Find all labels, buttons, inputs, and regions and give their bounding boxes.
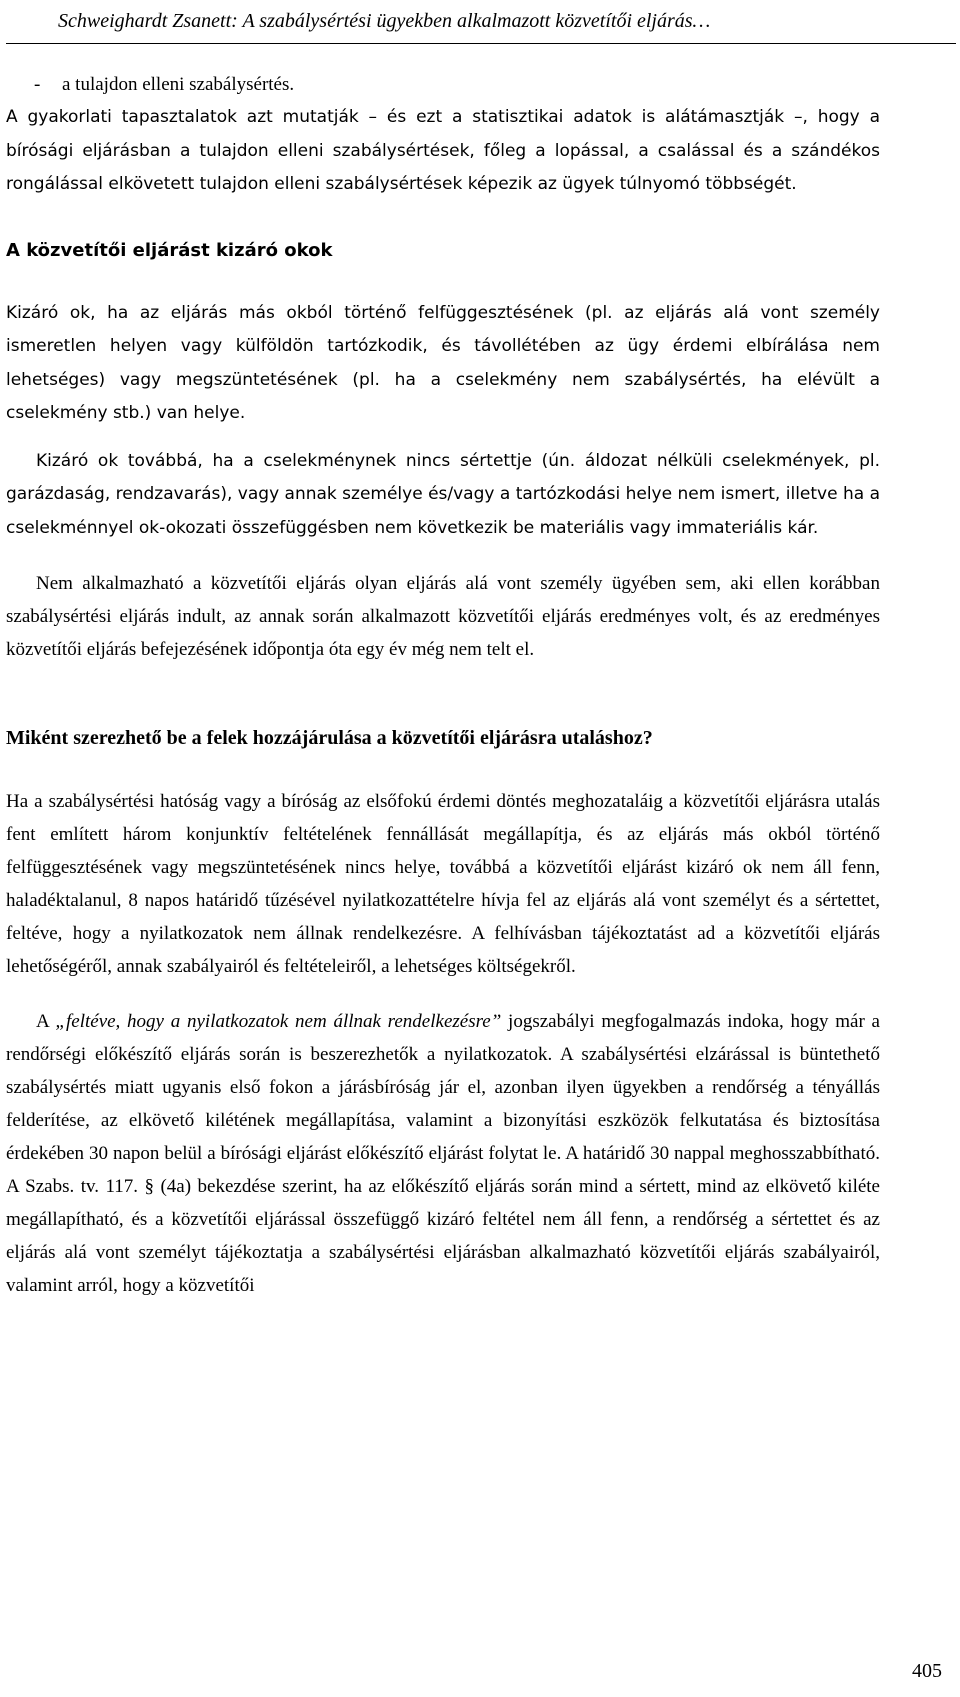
paragraph-consent-1: Ha a szabálysértési hatóság vagy a bíróság az elsőfokú érdemi döntés meghozataláig a közvetítői eljárásra utalás fent említett három konjunktív feltételének fennállását megállapítja, és az eljárás más okból történő felfüggesztésének vagy megszüntetésének nincs helye, továbbá a közvetítői eljárást kizáró ok nem áll fenn, haladéktalanul, 8 napos határidő tűzésével nyilatkozattételre hívja fel az eljárás alá vont személyt és a sértettet, feltéve, hogy a nyilatkozatok nem állnak rendelkezésre. A felhívásban tájékoztatást ad a közvetítői eljárás lehetőségéről, annak szabályairól és feltételeiről, a lehetséges költségekről. [6, 791, 880, 977]
paragraph-exclusion-1: Kizáró ok, ha az eljárás más okból történő felfüggesztésének (pl. az eljárás alá vont személy ismeretlen helyen vagy külföldön tartózkodik, és távollétében az ügy érdemi elbírálása nem lehetséges) vagy megszüntetésének (pl. ha a cselekmény nem szabálysértés, ha elévült a cselekmény stb.) van helye. [6, 302, 880, 423]
paragraph-exclusion-2: Kizáró ok továbbá, ha a cselekménynek nincs sértettje (ún. áldozat nélküli cselekmények, pl. garázdaság, rendzavarás), vagy annak személye és/vagy a tartózkodási helye nem ismert, illetve ha a cselekménnyel ok-okozati összefüggésben nem következik be materiális vagy immateriális kár. [6, 450, 880, 538]
paragraph-consent-2 [6, 1005, 880, 1302]
list-item [6, 68, 880, 101]
section-heading-consent: Miként szerezhető be a felek hozzájárulása a közvetítői eljárásra utaláshoz? [6, 727, 653, 749]
section-heading-exclusion: A közvetítői eljárást kizáró okok [6, 239, 333, 261]
page-number: 405 [912, 1660, 942, 1682]
paragraph-statistics: A gyakorlati tapasztalatok azt mutatják – és ezt a statisztikai adatok is alátámasztják –, hogy a bírósági eljárásban a tulajdon elleni szabálysértések, főleg a lopással, a csalással és a szándékos rongálással elkövetett tulajdon elleni szabálysértések képezik az ügyek túlnyomó többségét. [6, 107, 880, 194]
paragraph-body: jogszabályi megfogalmazás indoka, hogy már a rendőrségi előkészítő eljárás során is beszerezhetők a nyilatkozatok. A szabálysértési elzárással is büntethető szabálysértés miatt ugyanis első fokon a járásbíróság jár el, azonban ilyen ügyekben a rendőrség a tényállás felderítése, az elkövető kilétének megállapítása, valamint a bizonyítási eszközök felkutatása és biztosítása érdekében 30 napon belül a bírósági eljárást előkészítő eljárást folytat le. A határidő 30 nappal meghosszabbítható. A Szabs. tv. 117. § (4a) bekezdése szerint, ha az előkészítő eljárás során mind a sértett, mind az elkövető kiléte megállapítható, és a közvetítői eljárással összefüggő kizáró feltétel nem áll fenn, a rendőrség a sértettet és az eljárás alá vont személyt tájékoztatja a szabálysértési eljárásban alkalmazható közvetítői eljárás szabályairól, valamint arról, hogy a közvetítői [6, 1011, 880, 1296]
italic-quote: „feltéve, hogy a nyilatkozatok nem állnak rendelkezésre” [55, 1011, 502, 1032]
paragraph-exclusion-3: Nem alkalmazható a közvetítői eljárás olyan eljárás alá vont személy ügyében sem, aki ellen korábban szabálysértési eljárás indult, az annak során alkalmazott közvetítői eljárás eredményes volt, és az eredményes közvetítői eljárás befejezésének időpontja óta egy év még nem telt el. [6, 573, 880, 660]
running-header: Schweighardt Zsanett: A szabálysértési ügyekben alkalmazott közvetítői eljárás… [58, 10, 711, 32]
list-item-text: a tulajdon elleni szabálysértés. [62, 74, 295, 95]
paragraph-lead: A [36, 1011, 56, 1032]
list-dash: - [34, 74, 41, 95]
body-text [6, 68, 880, 1302]
header-divider [6, 43, 956, 44]
